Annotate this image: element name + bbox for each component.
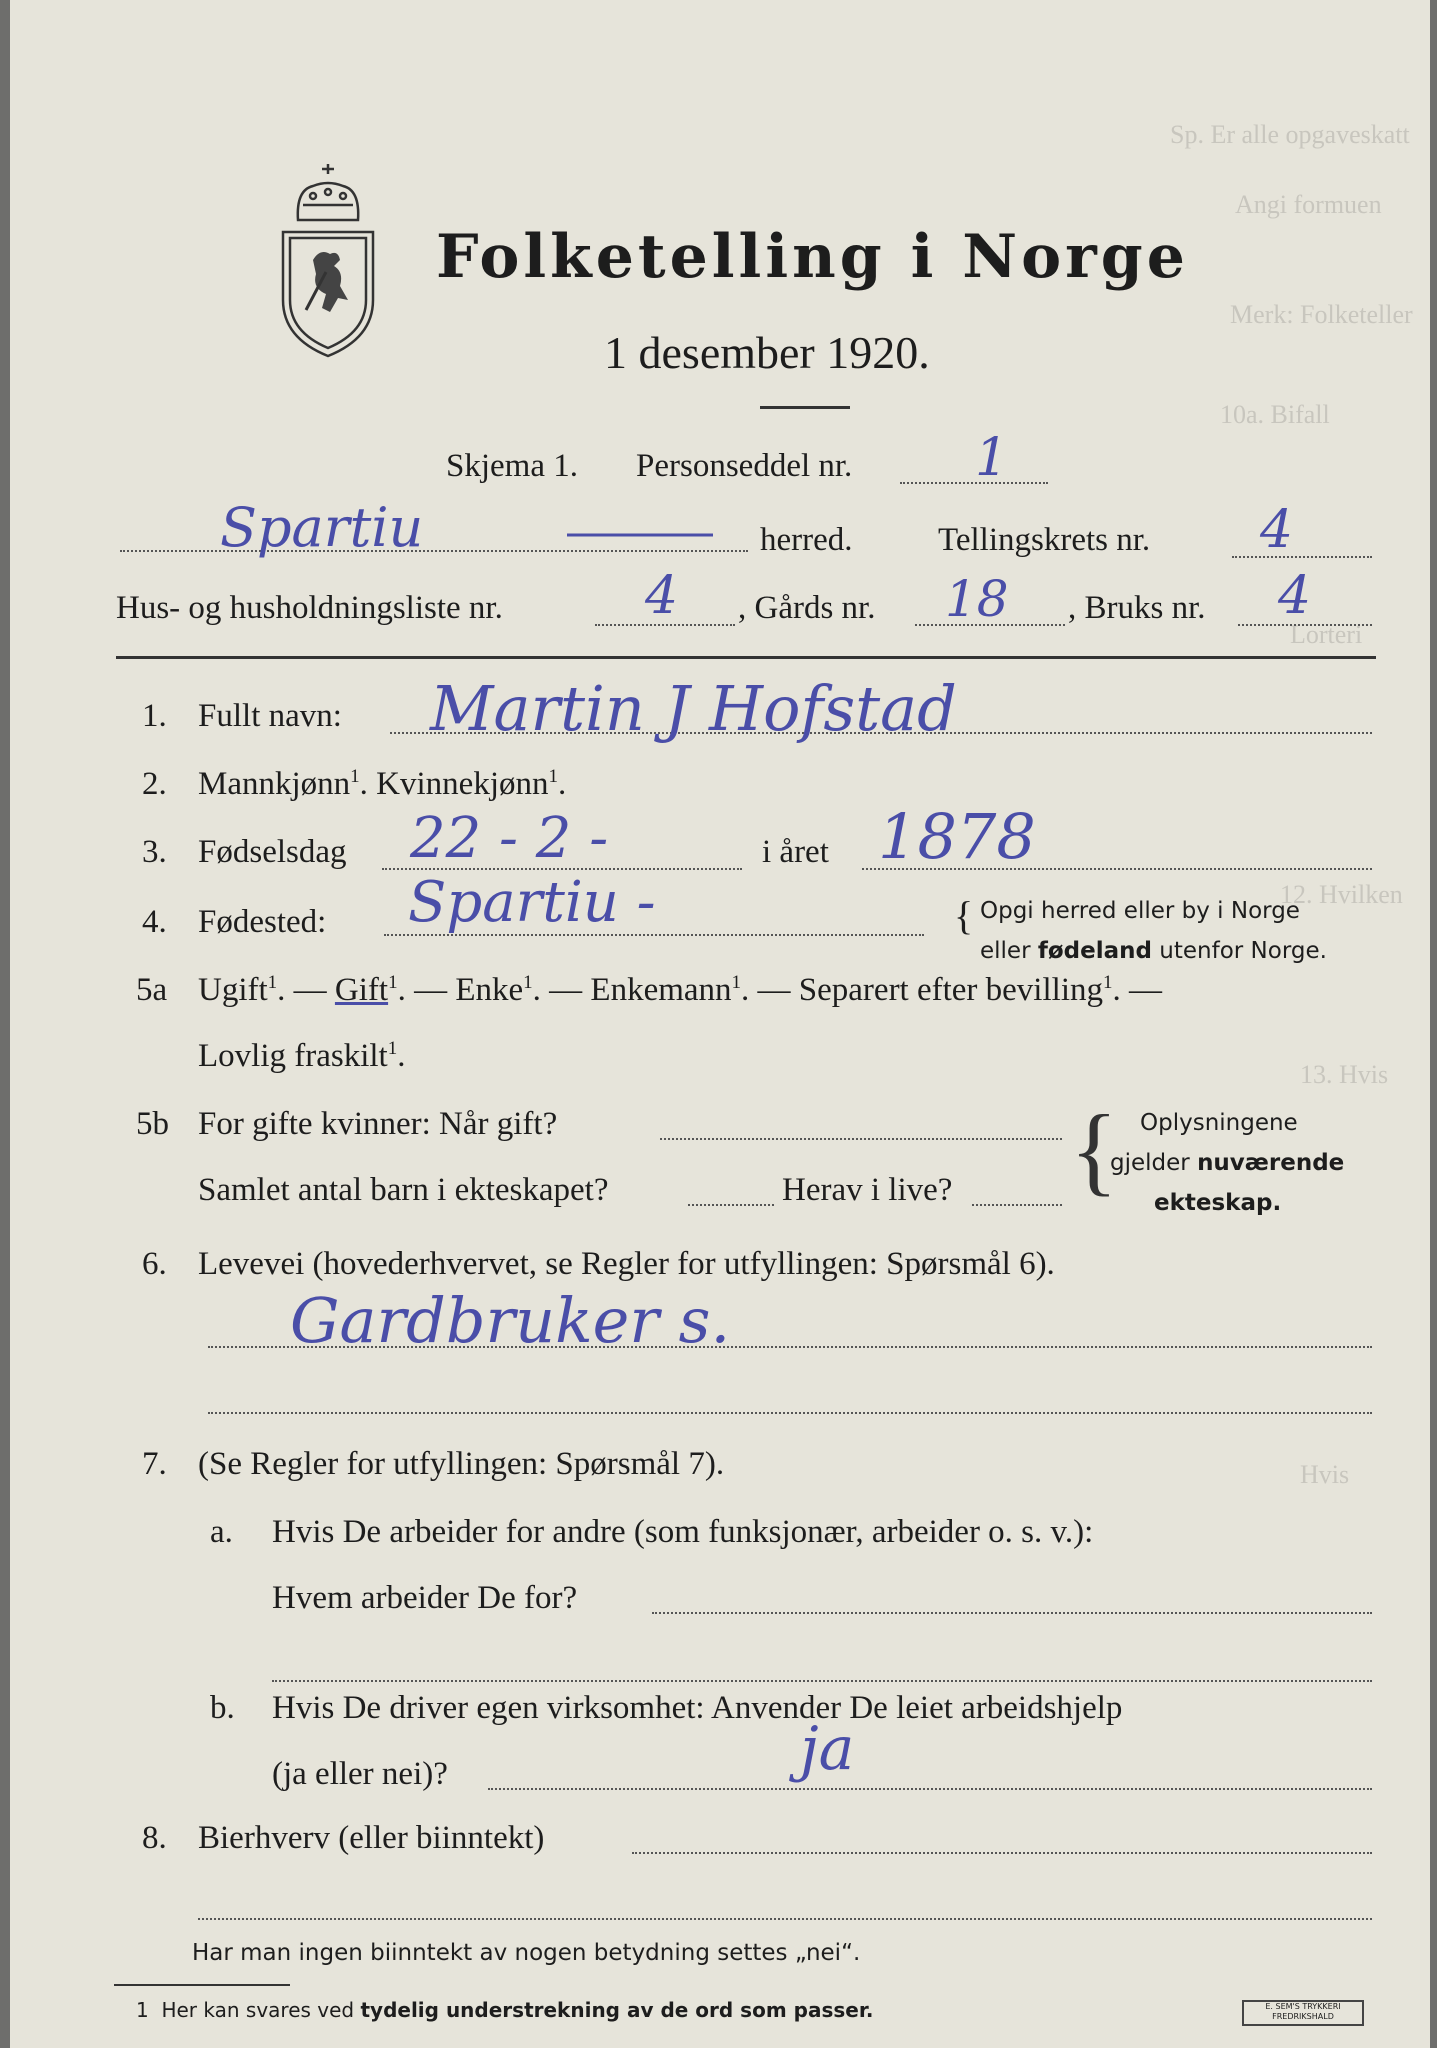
- arbeider-for-field[interactable]: [652, 1612, 1372, 1614]
- bleed-text: Lorteri: [1290, 620, 1363, 649]
- bleed-text: Merk: Folketeller: [1230, 300, 1413, 329]
- herred-field[interactable]: [120, 550, 748, 552]
- option-enke[interactable]: Enke: [455, 972, 524, 1008]
- q1-number: 1.: [142, 698, 167, 734]
- option-ugift[interactable]: Ugift: [198, 972, 268, 1008]
- fodested-note-line2: eller fødeland utenfor Norge.: [980, 938, 1327, 964]
- bruks-label: , Bruks nr.: [1068, 590, 1206, 626]
- gender-options: Mannkjønn$^1$. Kvinnekjønn$^1$.: [198, 766, 567, 802]
- q4-number: 4.: [142, 904, 167, 940]
- q7a-text: Hvis De arbeider for andre (som funksjonær, arbeider o. s. v.):: [272, 1514, 1094, 1550]
- oplysningene-note-line1: Oplysningene: [1140, 1110, 1298, 1136]
- fullt-navn-value: Martin J Hofstad: [430, 672, 957, 745]
- tellingskrets-value: 4: [1260, 500, 1294, 560]
- tellingskrets-label: Tellingskrets nr.: [938, 522, 1151, 558]
- nuvaerende-brace: {: [1070, 1094, 1118, 1205]
- levevei-value: Gardbruker s.: [290, 1284, 731, 1357]
- bierhverv-field[interactable]: [632, 1852, 1372, 1854]
- title-divider: [760, 406, 850, 409]
- tellingskrets-field[interactable]: [1232, 556, 1372, 558]
- arbeider-for-field-line2[interactable]: [272, 1680, 1372, 1682]
- bruks-value: 4: [1278, 566, 1312, 626]
- marital-status-options-line2: Lovlig fraskilt$^1$.: [198, 1038, 406, 1074]
- footnote: 1 Her kan svares ved tydelig understrekning av de ord som passer.: [136, 1998, 874, 2022]
- page-title: Folketelling i Norge: [436, 222, 1189, 292]
- q3-label: Fødselsdag: [198, 834, 347, 870]
- option-gift[interactable]: Gift: [334, 972, 389, 1008]
- husholdningsliste-value: 4: [645, 566, 679, 626]
- bleed-text: 13. Hvis: [1300, 1060, 1389, 1089]
- footnote-divider: [114, 1984, 290, 1986]
- fodested-note-line1: Opgi herred eller by i Norge: [980, 898, 1300, 924]
- option-kvinnekjonn[interactable]: Kvinnekjønn: [376, 766, 549, 802]
- bleed-text: Angi formuen: [1235, 190, 1382, 219]
- arbeidshjelp-field[interactable]: [488, 1788, 1372, 1790]
- oplysningene-note-line2: gjelder nuværende: [1110, 1150, 1345, 1176]
- option-fraskilt[interactable]: Lovlig fraskilt: [198, 1038, 388, 1074]
- q8-number: 8.: [142, 1820, 167, 1856]
- header-divider: [116, 656, 1376, 659]
- bleed-text: 10a. Bifall: [1220, 400, 1330, 429]
- herred-value: Spartiu: [220, 496, 424, 559]
- census-date: 1 desember 1920.: [604, 327, 930, 378]
- levevei-field-line2[interactable]: [208, 1412, 1372, 1414]
- coat-of-arms-icon: [268, 160, 388, 360]
- i-live-label: Herav i live?: [782, 1172, 953, 1208]
- q8-label: Bierhverv (eller biinntekt): [198, 1820, 545, 1856]
- nar-gift-label: For gifte kvinner: Når gift?: [198, 1106, 558, 1142]
- q3-number: 3.: [142, 834, 167, 870]
- herred-dash-stroke: [565, 530, 715, 540]
- arbeidshjelp-value: ja: [800, 1714, 855, 1784]
- barn-field[interactable]: [688, 1204, 774, 1206]
- personseddel-field[interactable]: [900, 482, 1048, 484]
- q5a-number: 5a: [136, 972, 168, 1008]
- gards-value: 18: [945, 570, 1009, 628]
- q6-label: Levevei (hovederhvervet, se Regler for utfyllingen: Spørsmål 6).: [198, 1246, 1055, 1282]
- bleed-text: Hvis: [1300, 1460, 1350, 1489]
- fodselsdag-value: 22 - 2 -: [410, 806, 609, 871]
- q7-label: (Se Regler for utfyllingen: Spørsmål 7).: [198, 1446, 725, 1482]
- gards-label: , Gårds nr.: [738, 590, 876, 626]
- q7a-question: Hvem arbeider De for?: [272, 1580, 578, 1616]
- printer-mark: E. SEM'S TRYKKERI FREDRIKSHALD: [1242, 2000, 1364, 2026]
- q7b-question: (ja eller nei)?: [272, 1756, 448, 1792]
- q7a-letter: a.: [210, 1514, 233, 1550]
- q7-number: 7.: [142, 1446, 167, 1482]
- q1-label: Fullt navn:: [198, 698, 342, 734]
- personseddel-label: Personseddel nr.: [636, 448, 853, 484]
- fodselsar-value: 1878: [878, 800, 1036, 873]
- q7b-letter: b.: [210, 1690, 235, 1726]
- i-live-field[interactable]: [972, 1204, 1062, 1206]
- census-form-page: [10, 0, 1430, 2048]
- year-label: i året: [762, 834, 829, 870]
- option-mannkjonn[interactable]: Mannkjønn: [198, 766, 351, 802]
- bleed-text: 12. Hvilken: [1280, 880, 1403, 909]
- q2-number: 2.: [142, 766, 167, 802]
- bierhverv-field-line2[interactable]: [198, 1918, 1372, 1920]
- barn-label: Samlet antal barn i ekteskapet?: [198, 1172, 609, 1208]
- q4-label: Fødested:: [198, 904, 327, 940]
- husholdningsliste-label: Hus- og husholdningsliste nr.: [116, 590, 503, 626]
- option-separert[interactable]: Separert efter bevilling: [798, 972, 1103, 1008]
- marital-status-options: Ugift$^1$. — Gift$^1$. — Enke$^1$. — Enkemann$^1$. — Separert efter bevilling$^1$. —: [198, 972, 1162, 1008]
- q5b-number: 5b: [136, 1106, 169, 1142]
- oplysningene-note-line3: ekteskap.: [1154, 1190, 1282, 1216]
- nar-gift-field[interactable]: [660, 1138, 1062, 1140]
- nei-note: Har man ingen biinntekt av nogen betydning settes „nei“.: [192, 1940, 861, 1966]
- bleed-text: Sp. Er alle opgaveskatt: [1170, 120, 1410, 149]
- fodested-value: Spartiu -: [408, 870, 656, 935]
- herred-label: herred.: [760, 522, 853, 558]
- q6-number: 6.: [142, 1246, 167, 1282]
- q7b-text: Hvis De driver egen virksomhet: Anvender De leiet arbeidshjelp: [272, 1690, 1123, 1726]
- fodested-brace: {: [954, 893, 974, 938]
- skjema-label: Skjema 1.: [446, 448, 578, 484]
- personseddel-value: 1: [975, 428, 1009, 488]
- option-enkemann[interactable]: Enkemann: [590, 972, 732, 1008]
